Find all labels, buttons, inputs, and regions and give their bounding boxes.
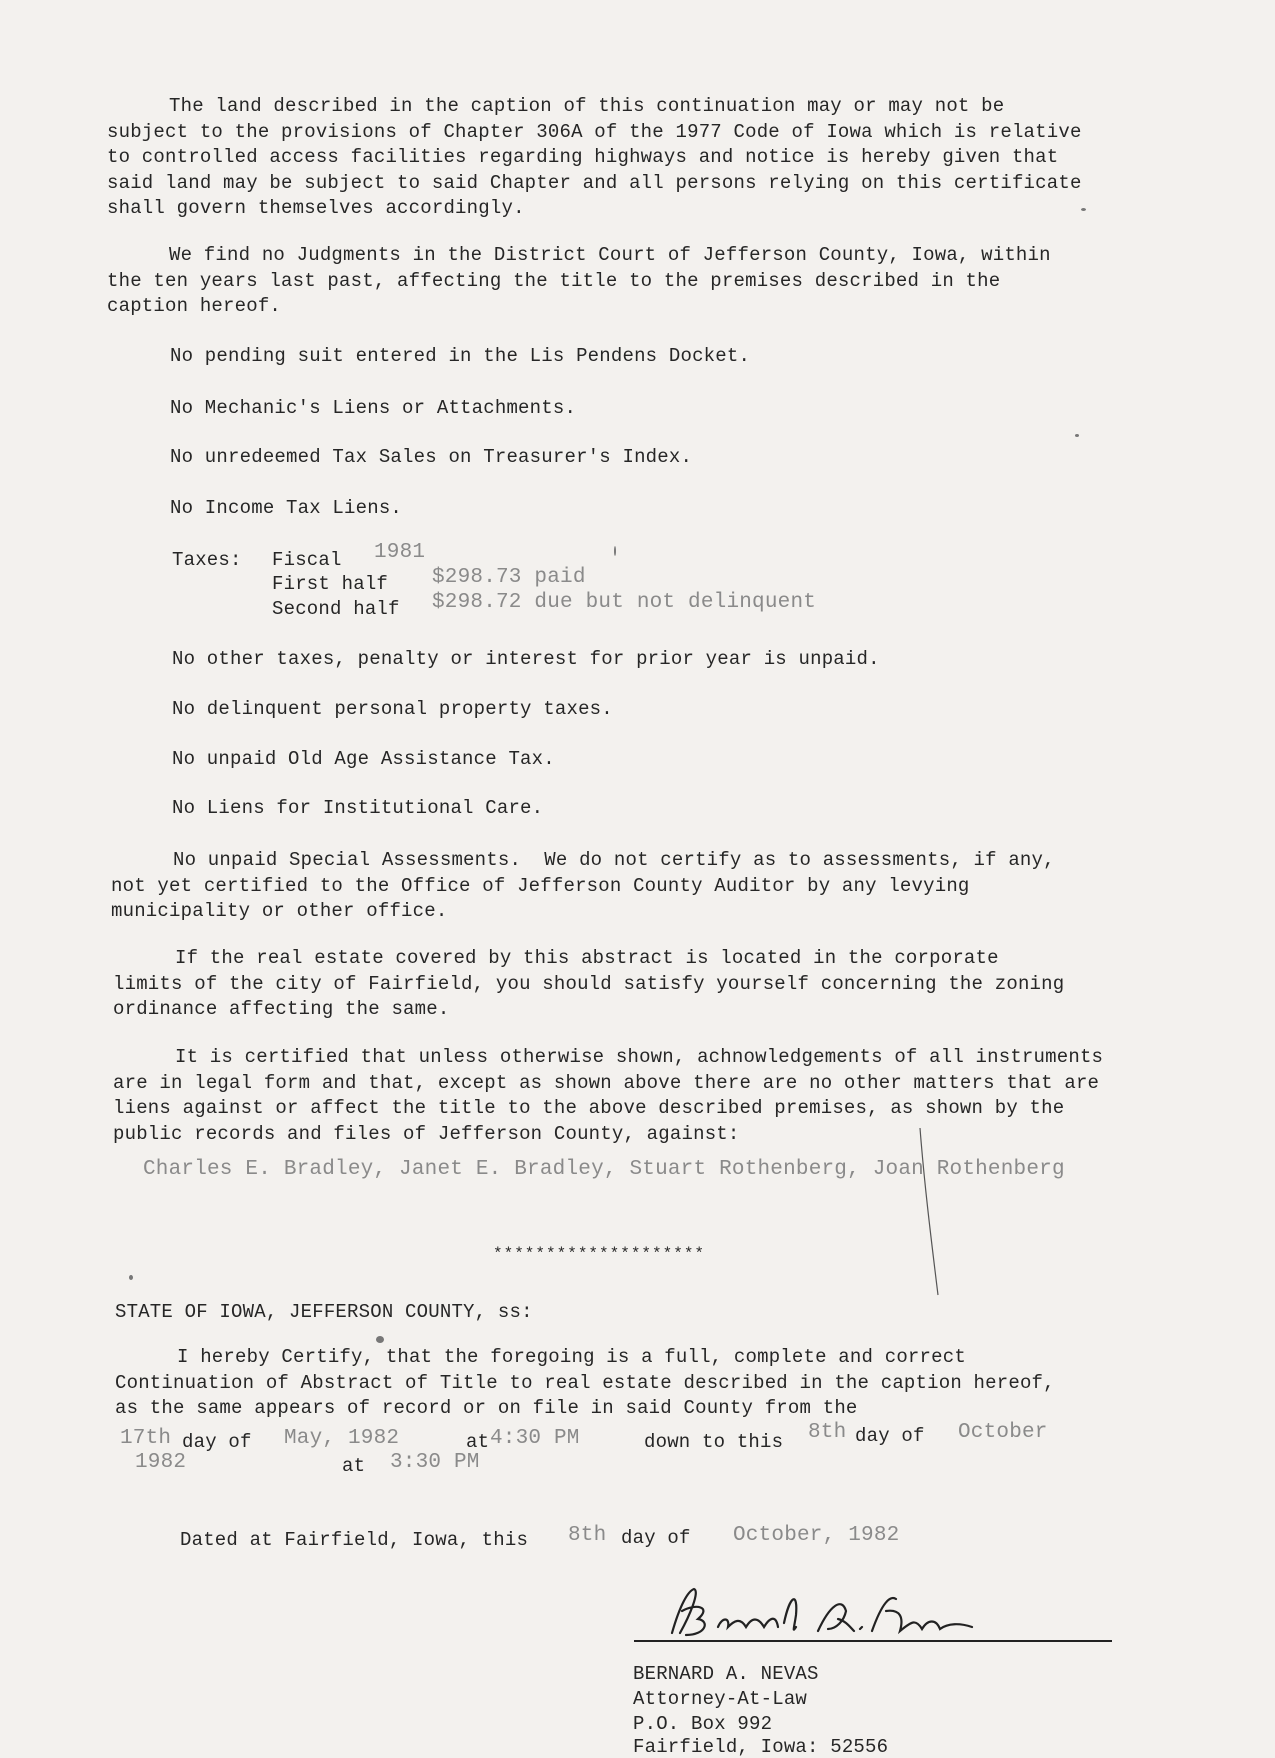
fiscal-year: 1981 <box>374 541 426 564</box>
down-to-label: down to this <box>644 1431 784 1453</box>
second-half-value: $298.72 due but not delinquent <box>432 591 817 614</box>
to-at: at <box>342 1455 366 1477</box>
lis-pendens-line: No pending suit entered in the Lis Pendens Docket. <box>170 345 751 367</box>
signer-title: Attorney-At-Law <box>633 1688 808 1710</box>
from-day: 17th <box>120 1427 172 1450</box>
to-time: 3:30 PM <box>390 1451 480 1474</box>
handwritten-signature <box>660 1585 980 1645</box>
first-half-value: $298.73 paid <box>432 566 586 589</box>
section-separator: ******************** <box>493 1245 706 1263</box>
parties-names: Charles E. Bradley, Janet E. Bradley, Stuart Rothenberg, Joan Rothenberg <box>143 1158 1065 1181</box>
to-month: October <box>958 1421 1048 1444</box>
prior-year-taxes-line: No other taxes, penalty or interest for prior year is unpaid. <box>172 648 880 670</box>
venue-line: STATE OF IOWA, JEFFERSON COUNTY, ss: <box>115 1301 533 1323</box>
to-day-of: day of <box>855 1425 925 1447</box>
personal-property-line: No delinquent personal property taxes. <box>172 698 613 720</box>
special-assessments-paragraph: No unpaid Special Assessments. We do not certify as to assessments, if any, not yet certified to the Office of Jefferson County Auditor by any levying municipality or other office. <box>111 849 1067 922</box>
ink-speck <box>1081 208 1086 211</box>
to-day: 8th <box>808 1421 847 1444</box>
certification-paragraph: It is certified that unless otherwise shown, achnowledgements of all instruments are in legal form and that, except as shown above there are no other matters that are liens against or affect the title to the above described premises, as shown by the public records and files of Jefferson County, against: <box>113 1046 1115 1145</box>
institutional-care-line: No Liens for Institutional Care. <box>172 797 544 819</box>
to-year: 1982 <box>135 1451 187 1474</box>
from-at: at <box>466 1431 490 1453</box>
signer-name: BERNARD A. NEVAS <box>633 1663 819 1685</box>
signature-line <box>634 1640 1112 1642</box>
taxes-label: Taxes: <box>172 549 242 571</box>
ink-speck <box>1075 434 1079 437</box>
tax-sales-line: No unredeemed Tax Sales on Treasurer's Index. <box>170 446 693 468</box>
dated-day: 8th <box>568 1524 607 1547</box>
zoning-paragraph: If the real estate covered by this abstract is located in the corporate limits of the city of Fairfield, you should satisfy yourself concerning the zoning ordinance affecting the same. <box>113 947 1076 1020</box>
mechanics-liens-line: No Mechanic's Liens or Attachments. <box>170 397 577 419</box>
dated-month-year: October, 1982 <box>733 1524 900 1547</box>
signer-po-box: P.O. Box 992 <box>633 1713 773 1735</box>
from-day-of: day of <box>182 1431 252 1453</box>
certify-paragraph: I hereby Certify, that the foregoing is a full, complete and correct Continuation of Abstract of Title to real estate described in the caption hereof, as the same appears of record or on file in said County from the <box>115 1346 1067 1419</box>
controlled-access-paragraph: The land described in the caption of this continuation may or may not be subject to the provisions of Chapter 306A of the 1977 Code of Iowa which is relative to controlled access facilities regarding highways and notice is hereby given that said land may be subject to said Chapter and all persons relying on this certificate shall govern themselves accordingly. <box>107 95 1094 219</box>
ink-speck <box>129 1275 133 1280</box>
dated-day-of: day of <box>621 1527 691 1549</box>
first-half-label: First half <box>272 573 389 595</box>
judgments-paragraph: We find no Judgments in the District Court of Jefferson County, Iowa, within the ten years last past, affecting the title to the premises described in the caption hereof. <box>107 244 1063 317</box>
fiscal-label: Fiscal <box>272 549 342 571</box>
second-half-label: Second half <box>272 598 400 620</box>
ink-speck <box>614 546 616 556</box>
dated-prefix: Dated at Fairfield, Iowa, this <box>180 1529 529 1551</box>
pencil-stroke <box>900 1120 940 1300</box>
from-month-year: May, 1982 <box>284 1427 400 1450</box>
income-tax-line: No Income Tax Liens. <box>170 497 403 519</box>
signer-city: Fairfield, Iowa: 52556 <box>633 1736 889 1758</box>
from-time: 4:30 PM <box>490 1427 580 1450</box>
ink-speck <box>376 1336 384 1343</box>
old-age-tax-line: No unpaid Old Age Assistance Tax. <box>172 748 555 770</box>
